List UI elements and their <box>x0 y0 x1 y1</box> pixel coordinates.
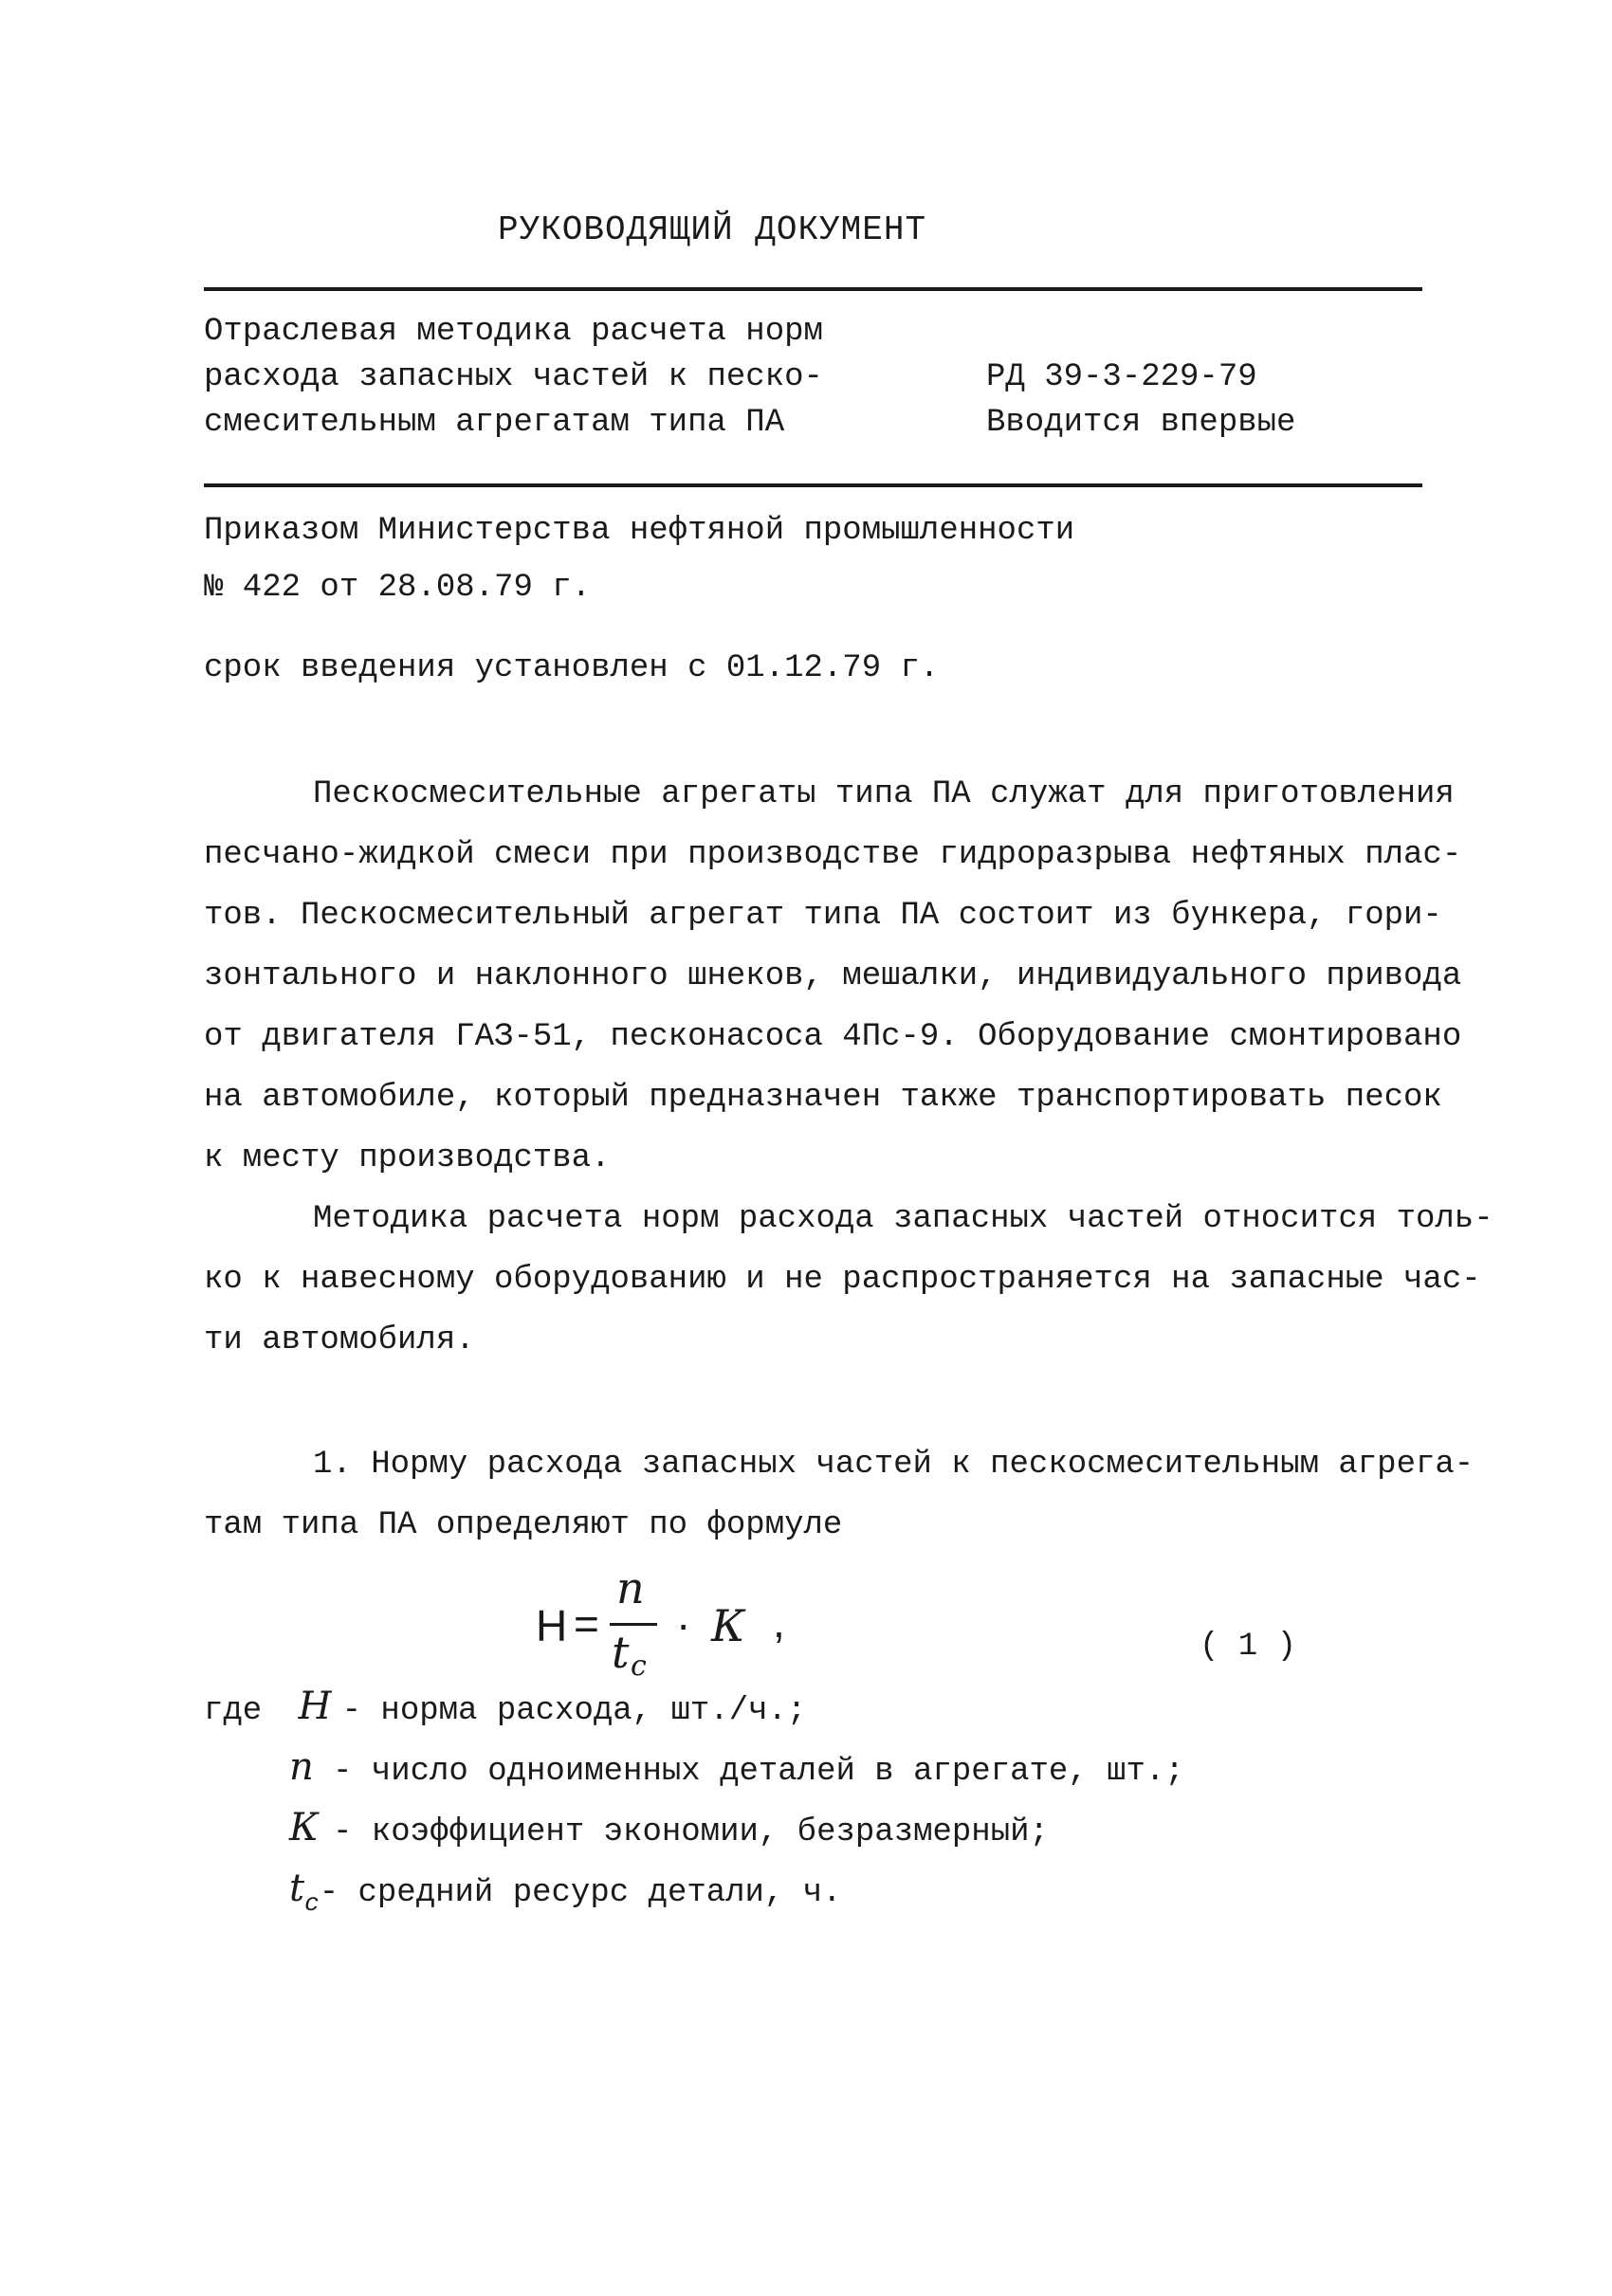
definition-row <box>204 1687 806 1730</box>
paragraph1-line-4: зонтального и наклонного шнеков, мешалки, индивидуального привода <box>204 958 1462 994</box>
formula-1 <box>536 1562 820 1686</box>
formula-dot: · <box>676 1599 691 1649</box>
formula-comma: , <box>773 1597 785 1647</box>
document-status: Вводится впервые <box>986 405 1296 441</box>
formula-denominator: t <box>612 1627 630 1678</box>
subject-line-1: Отраслевая методика расчета норм <box>204 314 823 350</box>
equation-number: ( 1 ) <box>1200 1629 1297 1665</box>
paragraph3-line-1: 1. Норму расхода запасных частей к пескосмесительным агрега- <box>313 1447 1475 1483</box>
paragraph1-line-2: песчано-жидкой смеси при производстве гидроразрыва нефтяных плас- <box>204 837 1462 873</box>
document-title: РУКОВОДЯЩИЙ ДОКУМЕНТ <box>498 210 927 249</box>
definition-text: - число одноименных деталей в агрегате, шт.; <box>333 1754 1184 1790</box>
effective-date: срок введения установлен с 01.12.79 г. <box>204 650 940 686</box>
definition-symbol: t <box>289 1867 305 1910</box>
formula-denominator-subscript: c <box>631 1649 647 1683</box>
document-code: РД 39-3-229-79 <box>986 359 1257 395</box>
paragraph2-line-1: Методика расчета норм расхода запасных частей относится толь- <box>313 1201 1493 1237</box>
definition-text: - средний ресурс детали, ч. <box>319 1875 842 1911</box>
definition-row <box>289 1869 842 1922</box>
formula-fraction-bar <box>610 1623 657 1626</box>
definition-text: - коэффициент экономии, безразмерный; <box>333 1814 1049 1850</box>
subject-line-3: смесительным агрегатам типа ПА <box>204 405 785 441</box>
definition-row <box>289 1745 1184 1791</box>
paragraph1-line-5: от двигателя ГАЗ-51, песконасоса 4Пс-9. Оборудование смонтировано <box>204 1019 1462 1055</box>
definition-symbol-subscript: c <box>304 1889 320 1918</box>
formula-numerator: n <box>616 1562 645 1613</box>
top-rule <box>204 287 1422 291</box>
definition-row <box>289 1806 1049 1851</box>
paragraph1-line-1: Пескосмесительные агрегаты типа ПА служат для приготовления <box>313 776 1455 812</box>
order-line-2: № 422 от 28.08.79 г. <box>204 570 592 606</box>
formula-lhs: Н <box>536 1601 568 1650</box>
bottom-rule <box>204 483 1422 487</box>
definition-text: - норма расхода, шт./ч.; <box>341 1693 807 1729</box>
formula-factor: К <box>711 1600 745 1651</box>
definition-symbol: Н <box>298 1685 332 1728</box>
order-line-1: Приказом Министерства нефтяной промышленности <box>204 513 1075 549</box>
paragraph2-line-2: ко к навесному оборудованию и не распространяется на запасные час- <box>204 1262 1481 1298</box>
paragraph3-line-2: там типа ПА определяют по формуле <box>204 1507 843 1543</box>
paragraph1-line-6: на автомобиле, который предназначен также транспортировать песок <box>204 1080 1442 1116</box>
definition-symbol: К <box>289 1806 319 1850</box>
paragraph1-line-7: к месту производства. <box>204 1140 611 1176</box>
definition-symbol: n <box>289 1745 314 1789</box>
formula-equals: = <box>574 1599 599 1649</box>
paragraph1-line-3: тов. Пескосмесительный агрегат типа ПА состоит из бункера, гори- <box>204 898 1442 934</box>
subject-line-2: расхода запасных частей к песко- <box>204 359 823 395</box>
where-label: где <box>204 1693 263 1729</box>
paragraph2-line-3: ти автомобиля. <box>204 1322 475 1358</box>
